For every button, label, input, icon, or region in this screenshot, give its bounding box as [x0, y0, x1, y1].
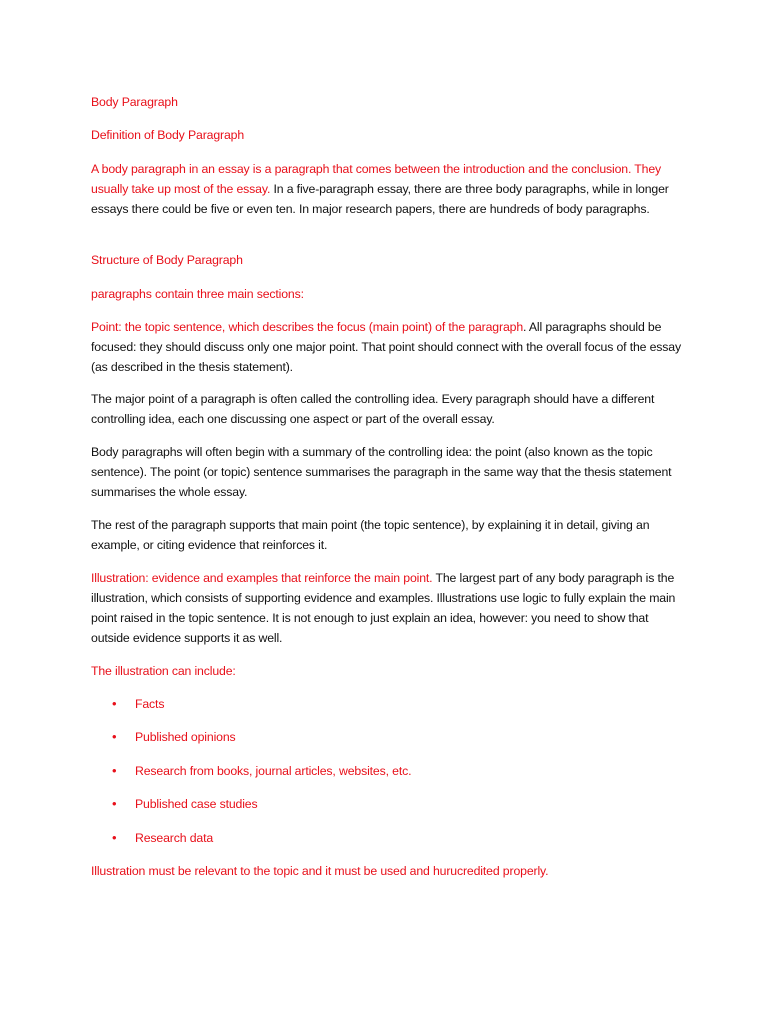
bullet-icon: • — [112, 763, 117, 778]
bullet-icon: • — [112, 796, 117, 811]
closing-paragraph: Illustration must be relevant to the topic and it must be used and hurucredited properly. — [91, 864, 549, 878]
definition-black-text: In a five-paragraph essay, there are three body paragraphs, while in longer essays there could be five or even ten. In major research papers, there are hundreds of body paragraphs. — [91, 182, 669, 216]
bullet-icon: • — [112, 830, 117, 845]
rest-paragraph: The rest of the paragraph supports that main point (the topic sentence), by explaining it in detail, giving an example, or citing evidence that reinforces it. — [91, 518, 650, 552]
definition-paragraph — [91, 159, 681, 219]
summary-paragraph: Body paragraphs will often begin with a summary of the controlling idea: the point (also known as the topic sentence). The point (or topic) sentence summarises the paragraph in the same way that the thesis statement summarises the whole essay. — [91, 445, 672, 499]
controlling-idea-paragraph: The major point of a paragraph is often called the controlling idea. Every paragraph should have a different controlling idea, each one discussing one aspect or part of the overall essay. — [91, 392, 655, 426]
structure-heading: Structure of Body Paragraph — [91, 253, 243, 267]
list-item-text: Research data — [135, 831, 214, 845]
list-item-text: Published opinions — [135, 730, 236, 744]
illustration-include-heading: The illustration can include: — [91, 664, 236, 678]
document-title: Body Paragraph — [91, 95, 178, 109]
definition-red-text: A body paragraph in an essay is a paragraph that comes between the introduction and the conclusion. They usually take up most of the essay. — [91, 162, 662, 196]
point-red-text: Point: the topic sentence, which describes the focus (main point) of the paragraph — [91, 320, 524, 334]
definition-heading: Definition of Body Paragraph — [91, 128, 245, 142]
point-paragraph — [91, 317, 681, 377]
list-item-text: Research from books, journal articles, websites, etc. — [135, 764, 412, 778]
list-item-text: Facts — [135, 697, 165, 711]
sections-intro: paragraphs contain three main sections: — [91, 287, 304, 301]
bullet-icon: • — [112, 729, 117, 744]
illustration-red-text: Illustration: evidence and examples that reinforce the main point. — [91, 571, 433, 585]
list-item-text: Published case studies — [135, 797, 258, 811]
point-black-text: . All paragraphs should be focused: they should discuss only one major point. That point should connect with the overall focus of the essay (as described in the thesis statement). — [91, 320, 681, 374]
bullet-icon: • — [112, 696, 117, 711]
illustration-black-text: The largest part of any body paragraph is the illustration, which consists of supporting evidence and examples. Illustrations use logic to fully explain the main point raised in the topic sentence. It is not enough to just explain an idea, however: you need to show that outside evidence supports it as well. — [91, 571, 676, 645]
illustration-paragraph — [91, 568, 681, 648]
